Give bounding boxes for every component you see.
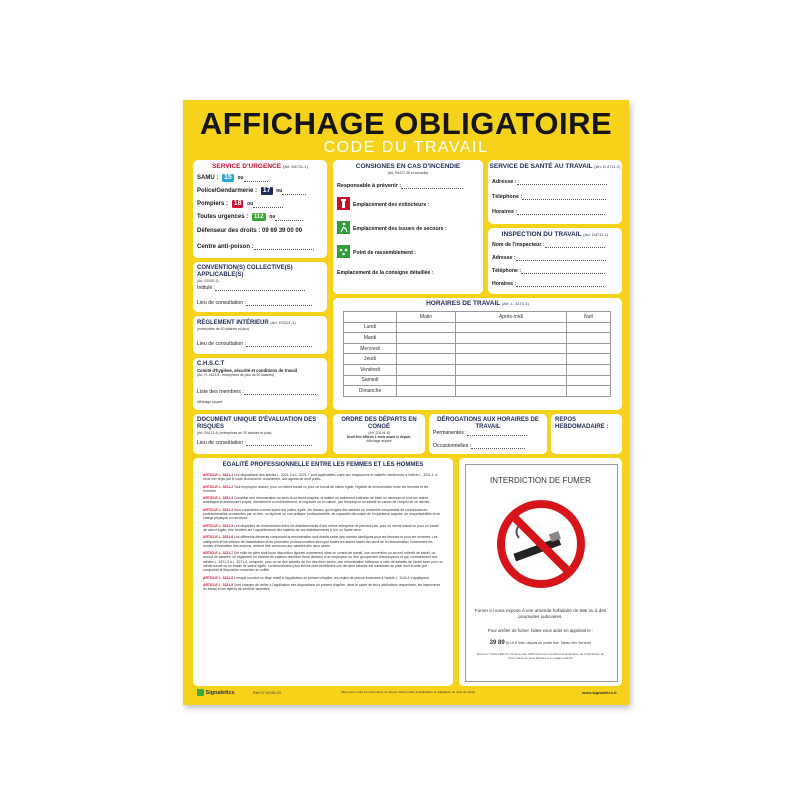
pompiers-row: Pompiers : 18 ou	[197, 200, 283, 208]
inspection-ref: (Art. D4711-1)	[583, 232, 609, 237]
urgence-ref: (Art. D4711-1)	[282, 164, 308, 169]
permanentes-row: Permanentes :	[433, 429, 527, 436]
extincteurs-row: Emplacement des extincteurs :	[353, 202, 430, 208]
inspection-title: INSPECTION DU TRAVAIL	[501, 231, 582, 238]
footer-ref: Réf.07-0049-00	[253, 690, 281, 695]
poster	[183, 100, 629, 705]
table-row: Dimanche	[344, 386, 611, 397]
poster-title: AFFICHAGE OBLIGATOIRE	[199, 106, 613, 141]
article-item: ARTICLE L. 3221-5 Les disparités de rémunération entre les établissements d'une même entreprise ne peuvent pas, pour un même travail ou pour un travail de valeur égale, être fondées sur l'appartenance des salariés de ces établissements à l'un ou l'autre sexe.	[203, 523, 439, 532]
inspection-adresse: Adresse :	[492, 254, 606, 261]
urgences-row: Toutes urgences : 112 ou	[197, 213, 303, 221]
article-item: ARTICLE L. 3221-8 Lorsque survient un litige relatif à l'application du présent chapitre, les règles de preuve énoncées à l'article L. 1144-1 s'appliquent.	[203, 575, 430, 580]
antipoison-row: Centre anti-poison :	[197, 243, 314, 250]
urgences-number: 112	[253, 214, 264, 220]
footer-mention: Mise à jour suite à l'ordonnance du 28 juin 2014 portant simplification et adaptation du droit du travail	[341, 690, 475, 694]
repos-panel	[551, 414, 622, 454]
table-row: Mardi	[344, 333, 611, 344]
conventions-title: CONVENTION(S) COLLECTIVE(S) APPLICABLE(S)	[197, 265, 293, 278]
document-unique-lieu-row: Lieu de consultation :	[197, 439, 312, 446]
table-row: Samedi	[344, 375, 611, 386]
rassemblement-row: Point de rassemblement :	[353, 250, 417, 256]
egalite-articles	[193, 473, 453, 592]
article-item: ARTICLE L. 3221-1 Les dispositions des articles L. 3221-2 à L. 3221-7 sont applicables, outre aux employeurs et salariés mentionnés à l'article L. 3211-1, à ceux non régis par le code du travail et, notamment, aux agents de droit public.	[203, 473, 438, 482]
chsct-affichage: Affichage séparé	[197, 400, 223, 404]
sante-panel	[488, 160, 622, 224]
urgence-title: SERVICE D'URGENCE	[212, 163, 282, 170]
consignes-panel	[333, 160, 483, 294]
sante-telephone: Téléphone :	[492, 193, 606, 200]
police-number: 17	[262, 187, 271, 194]
chsct-ref: (Art. R. 4613-8 - entreprises de plus de 50 salariés)	[197, 373, 275, 377]
article-item: ARTICLE L. 3221-6 Les différents éléments composant la rémunération sont établis selon des normes identiques pour les femmes et pour les hommes. Les catégories et les critères de classification et de promotion professionnelles ainsi que toutes les autres bases de calcul de la rémunération, notamment les modes d'évaluation des emplois, doivent être communs aux salariés des deux sexes.	[203, 535, 438, 548]
table-row: Vendredi	[344, 364, 611, 375]
horaires-table	[343, 311, 611, 397]
repos-title: REPOS HEBDOMADAIRE :	[555, 417, 609, 430]
police-row: Police/Gendarmerie : 17 ou	[197, 187, 306, 195]
reglement-panel	[193, 316, 327, 354]
chsct-title: C.H.S.C.T	[197, 361, 225, 367]
conventions-ref: (Art. R2262-3)	[197, 279, 219, 283]
samu-row: SAMU : 15 ou	[197, 174, 268, 182]
sante-adresse: Adresse :	[492, 178, 607, 185]
footer	[183, 689, 629, 701]
footer-site: www.signaletics.fr	[582, 690, 617, 695]
table-header-row	[344, 312, 611, 323]
inspection-panel	[488, 228, 622, 294]
chsct-subtitle: Comité d'hygiène, sécurité et conditions de travail	[197, 368, 297, 373]
issues-row: Emplacement des issues de secours :	[353, 226, 447, 232]
fumer-warning: Fumer ici vous expose à une amende forfaitaire de 68€ ou à des poursuites judiciaires.	[474, 608, 607, 619]
sante-ref: (Art. D.4711-1)	[594, 164, 621, 169]
document-unique-note: (entreprises de 20 salariés et plus)	[219, 431, 272, 435]
fumer-tel: 39 89	[489, 640, 505, 646]
sante-title: SERVICE DE SANTÉ AU TRAVAIL	[489, 163, 593, 170]
article-item: ARTICLE L. 3221-4 Sont considérés comme ayant une valeur égale, les travaux qui exigent des salariés un ensemble comparable de connaissances professionnelles consacrées par un titre, un diplôme ou une pratique professionnelle, de capacités découlant de l'expérience acquise, de responsabilités et de charge physique ou nerveuse.	[203, 507, 441, 521]
emergency-exit-icon	[337, 221, 350, 239]
poster-subtitle: CODE DU TRAVAIL	[323, 139, 489, 156]
footer-brand: Signaletics	[205, 689, 235, 696]
article-item: ARTICLE L. 3221-2 Tout employeur assure, pour un même travail ou pour un travail de valeur égale, l'égalité de rémunération entre les femmes et les hommes.	[203, 484, 429, 493]
reglement-ref: (Art. R1321-1)	[270, 320, 296, 325]
article-item: ARTICLE L. 3221-3 Constitue une rémunération au sens du présent chapitre, le salaire ou traitement ordinaire de base ou minimum et tous les autres avantages et accessoires payés, directement ou indirectement, en espèces ou en nature, par l'employeur au salarié en raison de l'emploi de ce dernier.	[203, 496, 431, 505]
assembly-point-icon	[337, 245, 350, 263]
derogations-title: DÉROGATIONS AUX HORAIRES DE TRAVAIL	[437, 417, 539, 430]
consignes-ref: (Art. R4227-28 et suivants)	[387, 171, 429, 175]
intitule-row: Intitulé :	[197, 284, 305, 291]
defenseur-row: Défenseur des droits : 09 69 39 00 00	[197, 228, 303, 234]
departs-title: ORDRE DES DÉPARTS EN CONGÉ	[341, 417, 417, 430]
document-unique-title: DOCUMENT UNIQUE D'ÉVALUATION DES RISQUES	[197, 417, 317, 430]
signaletics-logo-icon	[197, 689, 204, 696]
derogations-panel	[429, 414, 547, 454]
inspection-horaires: Horaires :	[492, 280, 604, 287]
horaires-ref: (Art. L. 3171-1)	[501, 301, 529, 306]
departs-note: Droit être affiché 1 mois avant le départ.	[346, 435, 412, 440]
fumer-title: INTERDICTION DE FUMER	[490, 476, 591, 485]
egalite-title: EGALITÉ PROFESSIONNELLE ENTRE LES FEMMES ET LES HOMMES	[222, 462, 424, 468]
horaires-panel	[333, 298, 622, 410]
col-matin: Matin	[397, 312, 456, 323]
samu-number: 15	[224, 174, 232, 181]
reglement-note: (entreprises de 20 salariés et plus)	[197, 327, 250, 331]
departs-affichage: Affichage séparé	[366, 439, 392, 444]
fumer-legal: Décret n° 2006-1386 du 15 novembre 2006 fixant les conditions d'application de l'interdiction de fumer dans les lieux affectés à un usage collectif	[476, 652, 605, 660]
occasionnelles-row: Occasionnelles :	[433, 442, 525, 449]
reglement-title: RÈGLEMENT INTÉRIEUR	[197, 320, 269, 326]
col-apres-midi: Après-midi	[455, 312, 566, 323]
responsable-row: Responsable à prévenir :	[337, 182, 463, 189]
urgence-panel	[193, 160, 327, 258]
conventions-lieu-row: Lieu de consultation :	[197, 299, 312, 306]
egalite-panel	[193, 458, 453, 686]
departs-panel	[333, 414, 425, 454]
inspection-telephone: Téléphone :	[492, 267, 605, 274]
reglement-lieu-row: Lieu de consultation :	[197, 340, 312, 347]
sante-horaires: Horaires :	[492, 208, 605, 215]
table-row: Jeudi	[344, 354, 611, 365]
horaires-title: HORAIRES DE TRAVAIL	[426, 300, 501, 307]
article-item: ARTICLE L. 3221-7 Est nulle de plein droit toute disposition figurant notamment dans un contrat de travail, une convention ou accord collectif de travail, un accord de salaires, un règlement ou barème de salaires résultant d'une décision d'un employeur ou d'un groupement d'employeurs et qui, contrairement aux articles L. 3221-2 à L. 3221-6, comporte, pour un ou des salariés de l'un des deux sexes, une rémunération inférieure à celle de salariés de l'autre sexe pour un même travail ou un travail de valeur égale. La rémunération plus élevée dont bénéficient ces derniers salariés est substituée de plein droit à celle que comportait la disposition entachée de nullité.	[203, 551, 443, 573]
conventions-panel	[193, 262, 327, 312]
col-nuit: Nuit	[566, 312, 610, 323]
table-row: Lundi	[344, 322, 611, 333]
extinguisher-icon	[337, 197, 350, 215]
document-unique-ref: (Art. R4121-4)	[197, 431, 219, 435]
table-row: Mercredi	[344, 343, 611, 354]
chsct-panel	[193, 358, 327, 410]
fumer-panel	[459, 458, 622, 686]
fumer-tel-note: (0,15 € /min, depuis un poste fixe. Tabac Info Service)	[505, 641, 592, 645]
pompiers-number: 18	[233, 200, 242, 207]
departs-ref: (Art. D3141-6)	[368, 431, 390, 435]
inspecteur-nom: Nom de l'inspecteur :	[492, 241, 605, 248]
article-item: ARTICLE L. 3221-9 Sont chargés de veiller à l'application des dispositions du présent chapitre, dans le cadre de leurs attributions respectives, les inspecteurs du travail et les agents de contrôle assimilés.	[203, 582, 441, 592]
consignes-title: CONSIGNES EN CAS D'INCENDIE	[355, 163, 461, 170]
no-smoking-icon	[495, 498, 587, 595]
detaillee-row: Emplacement de la consigne détaillée :	[337, 270, 434, 276]
document-unique-panel	[193, 414, 327, 454]
fumer-aide: Pour arrêter de fumer, faites-vous aider en appelant le :	[487, 628, 594, 633]
chsct-liste-row: Liste des membres :	[197, 388, 316, 395]
